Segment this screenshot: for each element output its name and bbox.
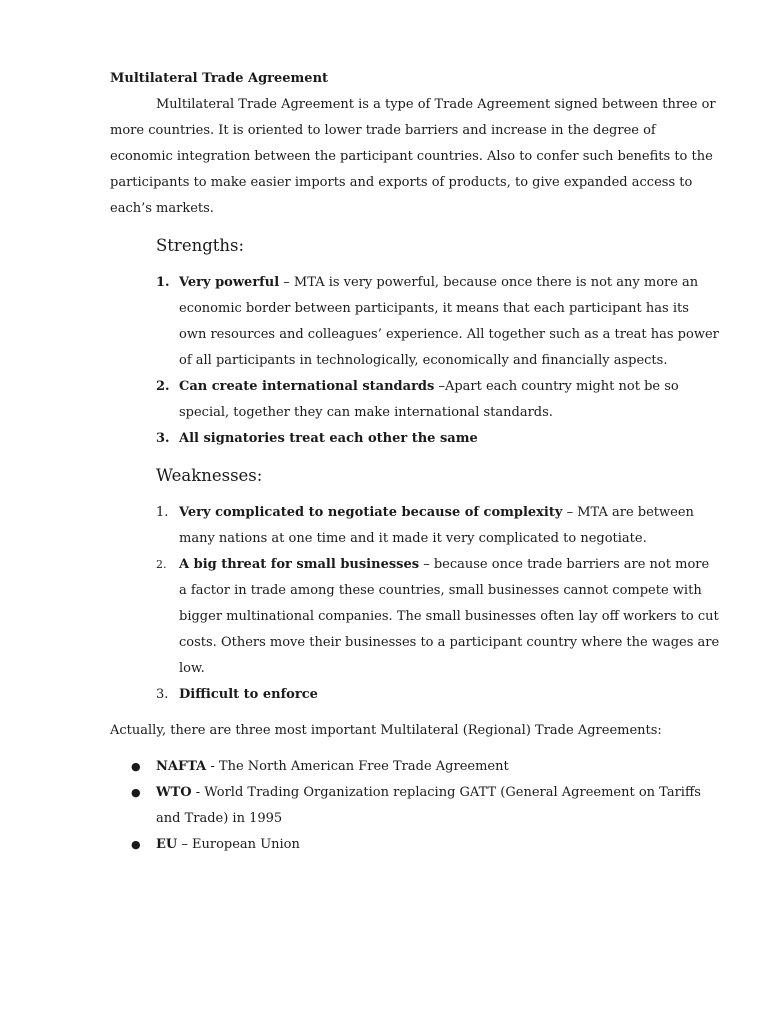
item-text: – European Union xyxy=(177,837,300,852)
list-item xyxy=(110,754,720,780)
intro-paragraph: Multilateral Trade Agreement is a type of Trade Agreement signed between three or more countries. It is oriented to lower trade barriers and increase in the degree of economic integration between the participant countries. Also to confer such benefits to the participants to make easier imports and exports of products, to give expanded access to each’s markets. xyxy=(110,97,716,216)
item-text: – because once trade barriers are not more a factor in trade among these countries, small businesses cannot compete with bigger multinational companies. The small businesses often lay off workers to cut costs. Others move their businesses to a participant country where the wages are low. xyxy=(179,557,720,676)
item-lead: Very powerful xyxy=(179,275,280,290)
list-item xyxy=(110,832,720,858)
item-lead: EU xyxy=(156,837,178,852)
list-item xyxy=(110,374,720,426)
list-item xyxy=(110,552,720,682)
list-item xyxy=(110,780,720,832)
list-number: 3. xyxy=(156,687,169,702)
weaknesses-heading: Weaknesses: xyxy=(156,466,263,485)
item-lead: Very complicated to negotiate because of complexity xyxy=(179,505,563,520)
item-lead: Can create international standards xyxy=(179,379,435,394)
strengths-heading: Strengths: xyxy=(156,236,245,255)
closing-paragraph: Actually, there are three most important Multilateral (Regional) Trade Agreements: xyxy=(110,723,662,738)
weaknesses-list xyxy=(110,500,720,708)
item-lead: All signatories treat each other the same xyxy=(179,431,478,446)
item-lead: WTO xyxy=(156,785,192,800)
item-lead: Difficult to enforce xyxy=(179,687,318,702)
document-page xyxy=(110,66,720,858)
item-lead: NAFTA xyxy=(156,759,207,774)
document-title: Multilateral Trade Agreement xyxy=(110,71,329,86)
list-number: 2. xyxy=(156,379,170,394)
item-text: - World Trading Organization replacing GATT (General Agreement on Tariffs and Trade) in 1995 xyxy=(156,785,701,826)
item-text: – MTA is very powerful, because once there is not any more an economic border between participants, it means that each participant has its own resources and colleagues’ experience. All together such as a treat has power of all participants in technologically, economically and financially aspects. xyxy=(179,275,719,368)
item-text: - The North American Free Trade Agreement xyxy=(206,759,509,774)
list-item xyxy=(110,270,720,374)
list-number: 3. xyxy=(156,431,170,446)
agreements-list xyxy=(110,754,720,858)
list-number: 1. xyxy=(156,505,169,520)
strengths-list xyxy=(110,270,720,452)
list-item xyxy=(110,426,720,452)
item-lead: A big threat for small businesses xyxy=(179,557,420,572)
item-text: – MTA are between many nations at one time and it made it very complicated to negotiate. xyxy=(179,505,694,546)
bullet-icon: ● xyxy=(131,786,141,799)
bullet-icon: ● xyxy=(131,838,141,851)
list-item xyxy=(110,682,720,708)
list-number: 2. xyxy=(156,558,167,571)
item-text: –Apart each country might not be so special, together they can make international standards. xyxy=(179,379,679,420)
bullet-icon: ● xyxy=(131,760,141,773)
list-number: 1. xyxy=(156,275,170,290)
list-item xyxy=(110,500,720,552)
